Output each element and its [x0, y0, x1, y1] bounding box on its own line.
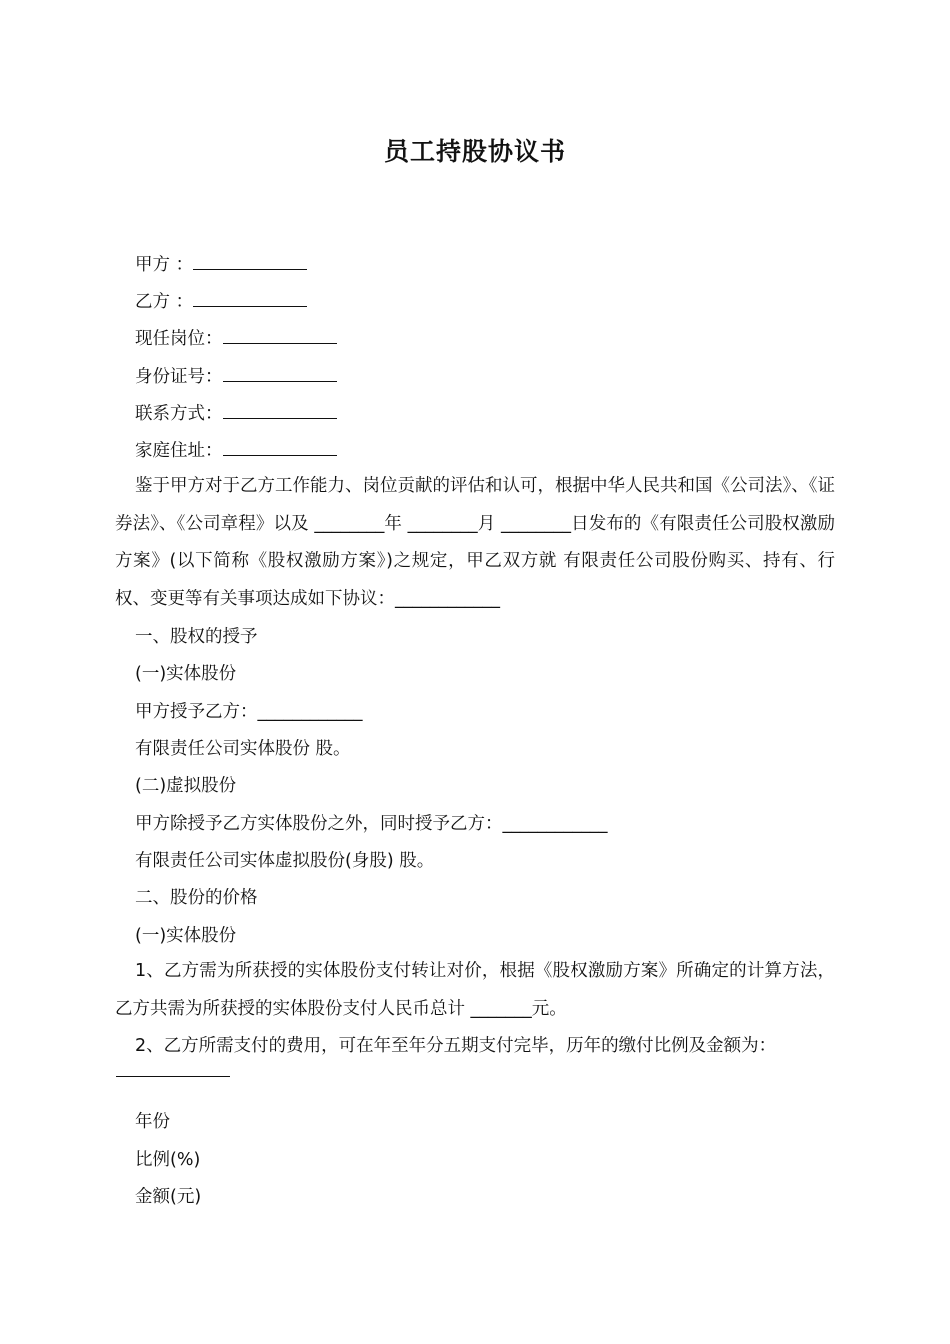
party-b-label: 乙方 ： — [135, 292, 194, 312]
table-label-year: 年份 — [135, 1112, 170, 1132]
position-blank — [223, 325, 337, 344]
clause-2-paragraph: 2、乙方所需支付的费用，可在年至年分五期支付完毕，历年的缴付比例及金额为： — [135, 1036, 777, 1056]
address-label: 家庭住址： — [135, 441, 223, 461]
grant-physical-line: 甲方授予乙方：____________ — [135, 702, 363, 722]
section-two-heading: 二、股份的价格 — [135, 888, 258, 908]
subsection-virtual-shares: (二)虚拟股份 — [135, 776, 237, 796]
grant-virtual-line: 甲方除授予乙方实体股份之外，同时授予乙方：____________ — [135, 814, 608, 834]
contact-field — [135, 400, 337, 427]
id-number-blank — [223, 363, 337, 382]
id-number-field — [135, 363, 337, 390]
subsection-physical-shares: (一)实体股份 — [135, 664, 237, 684]
physical-shares-count-line: 有限责任公司实体股份 股。 — [135, 739, 351, 759]
party-a-label: 甲方 ： — [135, 255, 194, 275]
virtual-shares-count-line: 有限责任公司实体虚拟股份(身股) 股。 — [135, 851, 435, 871]
id-number-label: 身份证号： — [135, 367, 223, 387]
party-b-blank — [193, 288, 307, 307]
address-field — [135, 437, 337, 464]
table-label-ratio: 比例(%) — [135, 1150, 201, 1170]
address-blank — [223, 437, 337, 456]
position-field — [135, 325, 337, 352]
subsection-physical-price: (一)实体股份 — [135, 926, 237, 946]
payment-blank-line — [116, 1076, 230, 1077]
position-label: 现任岗位： — [135, 329, 223, 349]
contact-label: 联系方式： — [135, 404, 223, 424]
clause-1-paragraph: 1、乙方需为所获授的实体股份支付转让对价，根据《股权激励方案》所确定的计算方法，乙方共需为所获授的实体股份支付人民币总计 _______元。 — [115, 961, 835, 1019]
section-one-heading: 一、股权的授予 — [135, 627, 258, 647]
document-title: 员工持股协议书 — [383, 137, 566, 166]
table-label-amount: 金额(元) — [135, 1187, 202, 1207]
party-a-field — [135, 251, 307, 278]
contact-blank — [223, 400, 337, 419]
party-b-field — [135, 288, 307, 315]
party-a-blank — [193, 251, 307, 270]
intro-paragraph: 鉴于甲方对于乙方工作能力、岗位贡献的评估和认可，根据中华人民共和国《公司法》、《证券法》、《公司章程》以及 ________年 ________月 ________日发布的《有限责任公司股权激励方案》(以下简称《股权激励方案》)之规定，甲乙双方就 有限责任公司股份购买、持有、行权、变更等有关事项达成如下协议：____________ — [115, 476, 835, 609]
